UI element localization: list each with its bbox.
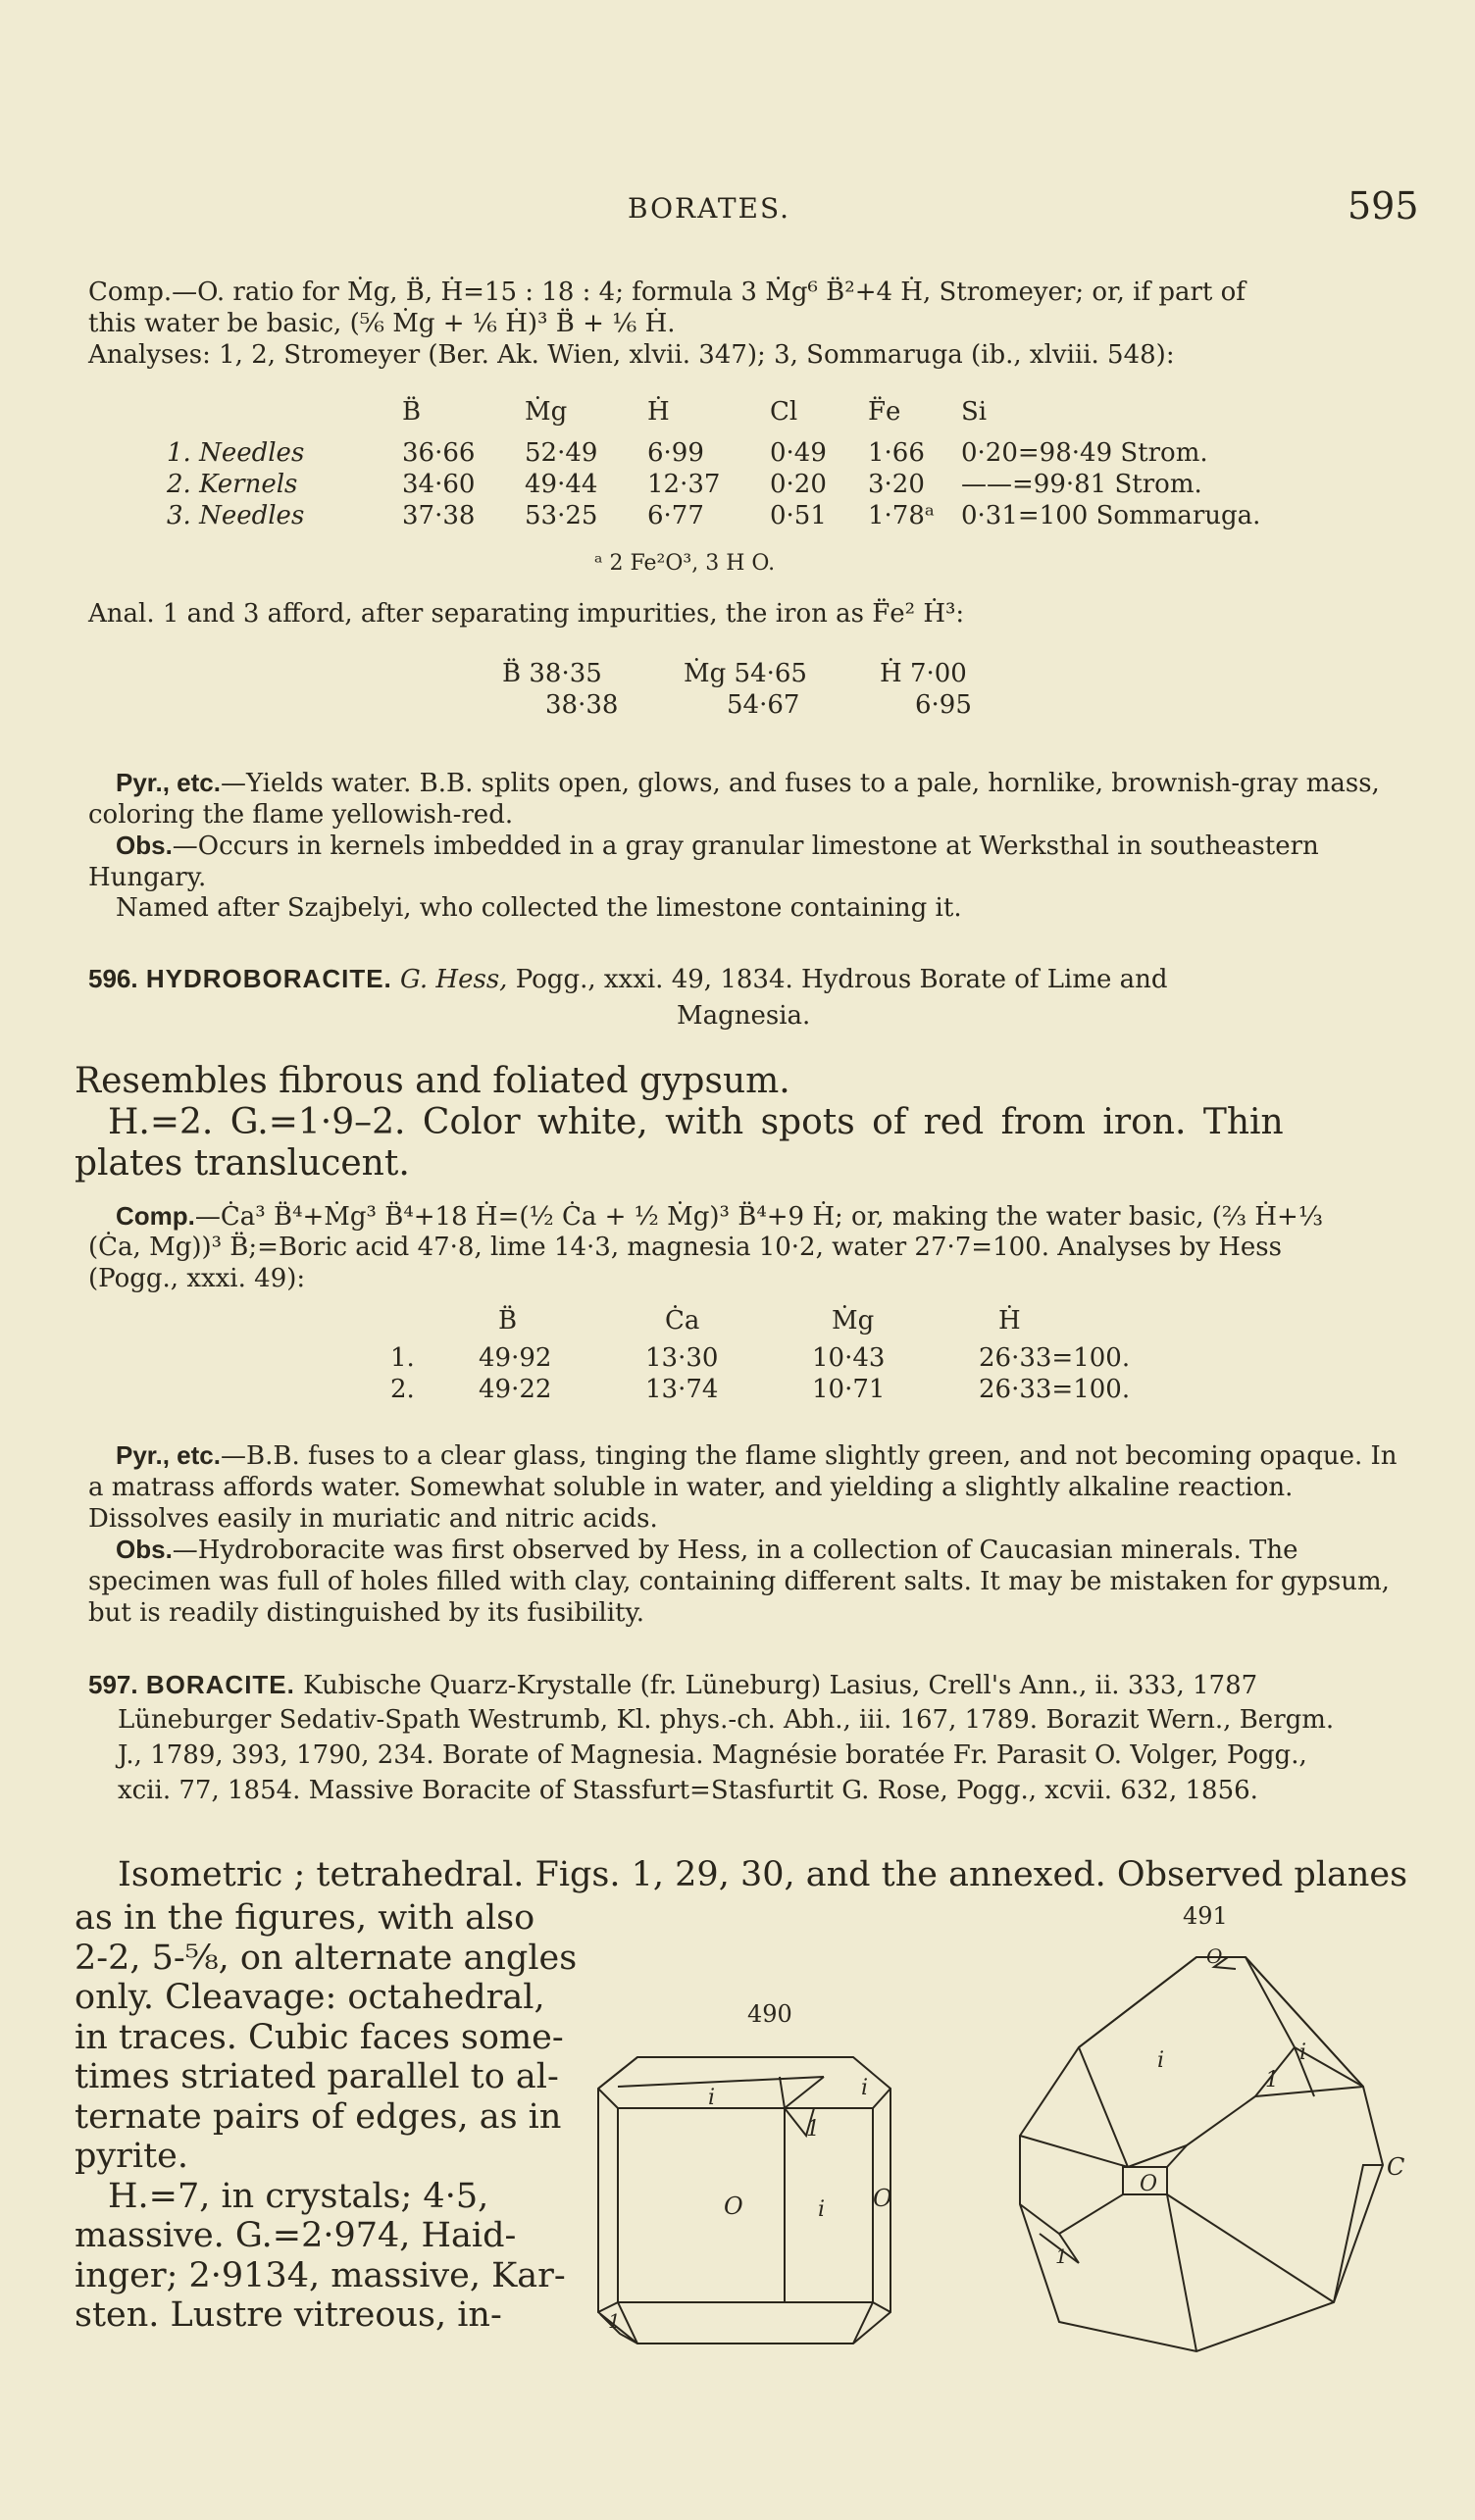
cell: 0·20=98·49 Strom. <box>961 438 1208 468</box>
pyr-text: —B.B. fuses to a clear glass, tinging the flame slightly green, and not becoming opaque. In a matrass affords water. Somewhat soluble in water, and yielding a slightly alkaline reaction. Dissolves easily in muriatic and nitric acids. <box>88 1441 1398 1534</box>
reference-line-2: Magnesia. <box>677 1001 811 1031</box>
crystal-figure-490 <box>579 2038 912 2361</box>
cell: 12·37 <box>647 470 721 499</box>
col-header: F̈e <box>868 397 901 427</box>
reference-line-4: xcii. 77, 1854. Massive Boracite of Stassfurt=Stasfurtit G. Rose, Pogg., xcvii. 632, 1856. <box>118 1776 1258 1805</box>
hydroboracite-analyses-table <box>390 1306 1130 1406</box>
comp-line-1: —Ċa³ B̈⁴+Ṁg³ B̈⁴+18 Ḣ=(½ Ċa + ½ Ṁg)³ B̈⁴+9 Ḣ; or, making the water basic, (⅔ Ḣ+⅓ <box>194 1202 1323 1232</box>
table-row <box>390 1343 1130 1375</box>
table-row <box>167 470 1260 501</box>
obs-paragraph <box>88 1534 1412 1629</box>
face-label: i <box>1157 2048 1165 2073</box>
cell: 6·77 <box>647 501 704 530</box>
table-header-row <box>167 397 1260 428</box>
obs-label: Obs. <box>116 831 173 860</box>
desc-line-1: Resembles fibrous and foliated gypsum. <box>75 1061 790 1101</box>
table-footnote: ᵃ 2 Fe²O³, 3 H O. <box>594 551 776 576</box>
cell: 0·31=100 Sommaruga. <box>961 501 1261 530</box>
pyr-paragraph <box>88 1439 1412 1535</box>
cell: 10·71 <box>812 1375 886 1404</box>
desc-line: 2-2, 5-⅝, on alternate angles <box>75 1938 578 1978</box>
entry-number: 596. <box>88 964 138 993</box>
author: G. Hess, <box>400 965 508 994</box>
face-label: 1 <box>608 2309 621 2333</box>
reference-line-2: Lüneburger Sedativ-Spath Westrumb, Kl. phys.-ch. Abh., iii. 167, 1789. Borazit Wern., Bergm. <box>118 1705 1335 1735</box>
cell: 49·92 <box>479 1343 552 1373</box>
cell: ——=99·81 Strom. <box>961 470 1202 499</box>
cell: B̈ 38·35 <box>502 659 602 688</box>
col-header: Ċa <box>665 1306 700 1336</box>
row-label: 3. Needles <box>167 501 305 530</box>
anal-table <box>502 659 972 722</box>
cell: 10·43 <box>812 1343 886 1373</box>
cell: 49·44 <box>525 470 598 499</box>
cell: 52·49 <box>525 438 598 468</box>
desc-line: times striated parallel to al- <box>75 2057 559 2096</box>
anal-note: Anal. 1 and 3 afford, after separating impurities, the iron as F̈e² Ḣ³: <box>88 599 965 629</box>
face-label: O <box>724 2192 743 2220</box>
comp-label: Comp. <box>116 1201 195 1231</box>
table-row <box>167 438 1260 470</box>
row-label: 1. <box>390 1343 415 1373</box>
boracite-desc-first: Isometric ; tetrahedral. Figs. 1, 29, 30, and the annexed. Observed planes <box>118 1855 1408 1894</box>
face-label: O <box>873 2185 892 2212</box>
desc-line-2: H.=2. G.=1·9–2. Color white, with spots of red from iron. Thin <box>108 1102 1284 1142</box>
entry-number: 597. <box>88 1670 138 1699</box>
col-header: B̈ <box>402 397 422 427</box>
obs-text: —Hydroboracite was first observed by Hess, in a collection of Caucasian minerals. The specimen was full of holes filled with clay, containing different salts. It may be mistaken for gypsum, but is readily distinguished by its fusibility. <box>88 1536 1390 1628</box>
table-row <box>167 501 1260 532</box>
reference: Kubische Quarz-Krystalle (fr. Lüneburg) Lasius, Crell's Ann., ii. 333, 1787 <box>303 1671 1258 1700</box>
cell: 13·74 <box>645 1375 719 1404</box>
face-label: i <box>1299 2041 1307 2065</box>
mineral-name: HYDROBORACITE. <box>145 964 392 993</box>
obs-paragraph <box>88 830 1412 893</box>
pyr-paragraph <box>88 767 1412 831</box>
face-label: O <box>1140 2172 1158 2196</box>
cell: 26·33=100. <box>979 1343 1131 1373</box>
figure-number-491: 491 <box>1183 1902 1228 1930</box>
table-row <box>502 690 972 722</box>
pyr-label: Pyr., etc. <box>116 1440 221 1470</box>
boracite-heading <box>88 1669 1412 1701</box>
comp-line-1: Comp.—O. ratio for Ṁg, B̈, Ḣ=15 : 18 : 4; formula 3 Ṁg⁶ B̈²+4 Ḣ, Stromeyer; or, if part of <box>88 277 1246 307</box>
crystal-figure-491 <box>1000 1940 1412 2371</box>
col-header: Ṁg <box>525 397 568 427</box>
cell: Ṁg 54·65 <box>684 659 807 688</box>
mineral-name: BORACITE. <box>145 1670 295 1699</box>
cell: 26·33=100. <box>979 1375 1131 1404</box>
row-label: 1. Needles <box>167 438 305 468</box>
boracite-desc-column <box>75 1898 585 2336</box>
row-label: 2. Kernels <box>167 470 298 499</box>
cell: 6·95 <box>915 690 972 720</box>
col-header: B̈ <box>498 1306 518 1336</box>
cell: 0·49 <box>770 438 827 468</box>
szaibelyite-analyses-table <box>167 397 1260 532</box>
desc-line: sten. Lustre vitreous, in- <box>75 2295 502 2335</box>
col-header: Si <box>961 397 988 427</box>
cell: 36·66 <box>402 438 476 468</box>
col-header: Ṁg <box>832 1306 875 1336</box>
obs-label: Obs. <box>116 1535 173 1564</box>
desc-line-3: plates translucent. <box>75 1143 410 1184</box>
comp-line-2: this water be basic, (⅚ Ṁg + ⅙ Ḣ)³ B̈ + ⅙ Ḣ. <box>88 309 676 338</box>
outline <box>598 2057 890 2344</box>
table-row <box>390 1375 1130 1406</box>
cell: 0·51 <box>770 501 827 530</box>
cell: 37·38 <box>402 501 476 530</box>
face-label: i <box>818 2197 826 2222</box>
comp-line-3: (Pogg., xxxi. 49): <box>88 1264 306 1293</box>
table-header-row <box>390 1306 1130 1337</box>
col-header: Ḣ <box>998 1306 1021 1336</box>
reference-line-3: J., 1789, 393, 1790, 234. Borate of Magnesia. Magnésie boratée Fr. Parasit O. Volger, Pogg., <box>118 1740 1307 1770</box>
cell: 38·38 <box>545 690 619 720</box>
cell: 54·67 <box>727 690 800 720</box>
face-label: 1 <box>1055 2244 1068 2268</box>
pyr-text: —Yields water. B.B. splits open, glows, and fuses to a pale, hornlike, brownish-gray mass, coloring the flame yellowish-red. <box>88 769 1380 830</box>
comp-line-2: (Ċa, Mg))³ B̈;=Boric acid 47·8, lime 14·3, magnesia 10·2, water 27·7=100. Analyses by Hess <box>88 1233 1282 1262</box>
desc-line: as in the figures, with also <box>75 1898 535 1938</box>
obs-text: —Occurs in kernels imbedded in a gray granular limestone at Werksthal in southeastern Hungary. <box>88 832 1319 892</box>
face-label: 1 <box>1265 2068 1279 2092</box>
analyses-line: Analyses: 1, 2, Stromeyer (Ber. Ak. Wien, xlvii. 347); 3, Sommaruga (ib., xlviii. 548): <box>88 340 1175 370</box>
cell: 53·25 <box>525 501 598 530</box>
comp-paragraph <box>88 1200 1412 1233</box>
col-header: Cl <box>770 397 798 427</box>
desc-line: pyrite. <box>75 2137 189 2176</box>
desc-line: H.=7, in crystals; 4·5, <box>108 2176 489 2216</box>
cell: 3·20 <box>868 470 925 499</box>
face-label: C <box>1387 2153 1405 2181</box>
face-label: O <box>1206 1944 1223 1968</box>
pyr-label: Pyr., etc. <box>116 768 221 797</box>
reference: Pogg., xxxi. 49, 1834. Hydrous Borate of Lime and <box>515 965 1168 994</box>
desc-line: massive. G.=2·974, Haid- <box>75 2216 517 2255</box>
named-line: Named after Szajbelyi, who collected the limestone containing it. <box>116 893 962 923</box>
cell: 49·22 <box>479 1375 552 1404</box>
desc-line: in traces. Cubic faces some- <box>75 2017 564 2057</box>
cell: 6·99 <box>647 438 704 468</box>
cell: Ḣ 7·00 <box>880 659 967 688</box>
desc-line: ternate pairs of edges, as in <box>75 2096 562 2137</box>
face-label: i <box>708 2086 716 2110</box>
cell: 13·30 <box>645 1343 719 1373</box>
cell: 1·78ᵃ <box>868 501 935 530</box>
hydroboracite-heading <box>88 963 1412 995</box>
cell: 1·66 <box>868 438 925 468</box>
figure-number-490: 490 <box>747 2000 792 2028</box>
col-header: Ḣ <box>647 397 670 427</box>
row-label: 2. <box>390 1375 415 1404</box>
desc-line: inger; 2·9134, massive, Kar- <box>75 2255 566 2295</box>
cell: 34·60 <box>402 470 476 499</box>
page-number: 595 <box>1348 184 1419 227</box>
cell: 0·20 <box>770 470 827 499</box>
desc-line: only. Cleavage: octahedral, <box>75 1978 545 2017</box>
table-row <box>502 659 972 690</box>
face-label: i <box>861 2076 869 2100</box>
running-header: BORATES. <box>628 192 791 225</box>
face-label: 1 <box>806 2117 820 2142</box>
